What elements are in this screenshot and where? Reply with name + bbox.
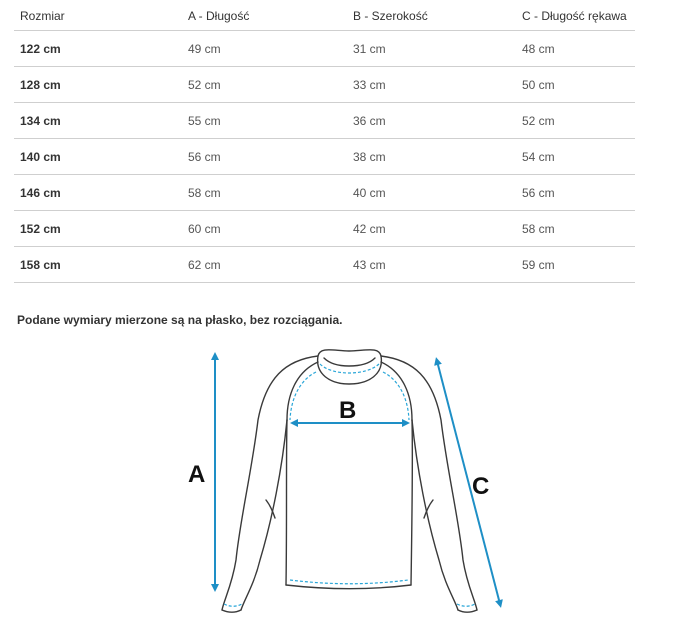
- width-cell: 43 cm: [347, 247, 516, 283]
- size-cell: 146 cm: [14, 175, 182, 211]
- size-cell: 140 cm: [14, 139, 182, 175]
- header-length: A - Długość: [182, 2, 347, 31]
- label-a: A: [188, 461, 206, 488]
- table-row: [14, 103, 635, 139]
- sleeve-arrow: [437, 361, 500, 604]
- sleeve-cell: 52 cm: [516, 103, 635, 139]
- size-cell: 134 cm: [14, 103, 182, 139]
- shirt-outline: [222, 350, 477, 613]
- width-cell: 42 cm: [347, 211, 516, 247]
- sleeve-cell: 54 cm: [516, 139, 635, 175]
- table-row: [14, 211, 635, 247]
- width-cell: 31 cm: [347, 31, 516, 67]
- table-row: [14, 31, 635, 67]
- length-cell: 49 cm: [182, 31, 347, 67]
- table-row: [14, 139, 635, 175]
- length-cell: 55 cm: [182, 103, 347, 139]
- table-row: [14, 247, 635, 283]
- table-row: [14, 175, 635, 211]
- width-cell: 40 cm: [347, 175, 516, 211]
- sleeve-cell: 48 cm: [516, 31, 635, 67]
- size-cell: 158 cm: [14, 247, 182, 283]
- width-cell: 36 cm: [347, 103, 516, 139]
- length-cell: 62 cm: [182, 247, 347, 283]
- length-cell: 56 cm: [182, 139, 347, 175]
- header-width: B - Szerokość: [347, 2, 516, 31]
- label-b: B: [339, 397, 357, 424]
- header-sleeve-length: C - Długość rękawa: [516, 2, 635, 31]
- shirt-measurement-diagram: [180, 345, 520, 620]
- label-c: C: [472, 473, 490, 500]
- width-cell: 33 cm: [347, 67, 516, 103]
- size-table: [14, 2, 635, 283]
- size-cell: 152 cm: [14, 211, 182, 247]
- sleeve-cell: 59 cm: [516, 247, 635, 283]
- sleeve-cell: 50 cm: [516, 67, 635, 103]
- length-cell: 58 cm: [182, 175, 347, 211]
- length-cell: 60 cm: [182, 211, 347, 247]
- measurement-note: Podane wymiary mierzone są na płasko, bez rozciągania.: [17, 313, 343, 327]
- width-cell: 38 cm: [347, 139, 516, 175]
- sleeve-cell: 56 cm: [516, 175, 635, 211]
- size-cell: 128 cm: [14, 67, 182, 103]
- size-cell: 122 cm: [14, 31, 182, 67]
- length-cell: 52 cm: [182, 67, 347, 103]
- table-row: [14, 67, 635, 103]
- table-header-row: [14, 2, 635, 31]
- header-size: Rozmiar: [14, 2, 182, 31]
- sleeve-cell: 58 cm: [516, 211, 635, 247]
